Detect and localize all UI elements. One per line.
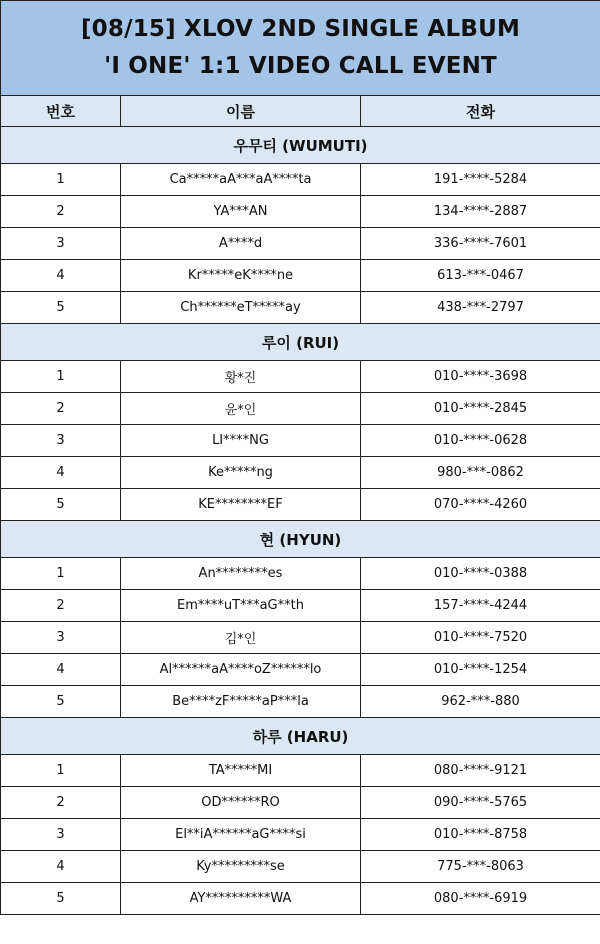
- group-name: 루이 (RUI): [1, 324, 600, 361]
- row-phone: 134-****-2887: [361, 196, 600, 228]
- row-phone: 157-****-4244: [361, 590, 600, 622]
- group-header-row: [1, 718, 600, 755]
- row-name: 김*인: [121, 622, 361, 654]
- table-row: [1, 654, 600, 686]
- row-phone: 191-****-5284: [361, 164, 600, 196]
- row-number: 4: [1, 260, 121, 292]
- row-number: 5: [1, 489, 121, 521]
- table-row: [1, 393, 600, 425]
- group-header-row: [1, 521, 600, 558]
- title-row: [1, 1, 600, 96]
- row-number: 3: [1, 622, 121, 654]
- row-name: Ky*********se: [121, 851, 361, 883]
- row-name: 황*진: [121, 361, 361, 393]
- row-name: TA*****MI: [121, 755, 361, 787]
- table-row: [1, 361, 600, 393]
- table-row: [1, 819, 600, 851]
- row-number: 5: [1, 292, 121, 324]
- row-number: 4: [1, 457, 121, 489]
- group-name: 하루 (HARU): [1, 718, 600, 755]
- row-number: 3: [1, 819, 121, 851]
- row-phone: 010-****-8758: [361, 819, 600, 851]
- row-number: 3: [1, 425, 121, 457]
- table-row: [1, 558, 600, 590]
- row-name: YA***AN: [121, 196, 361, 228]
- row-name: AY**********WA: [121, 883, 361, 915]
- row-number: 1: [1, 361, 121, 393]
- row-name: An********es: [121, 558, 361, 590]
- row-name: Ch******eT*****ay: [121, 292, 361, 324]
- row-name: Kr*****eK****ne: [121, 260, 361, 292]
- table-row: [1, 425, 600, 457]
- row-name: KE********EF: [121, 489, 361, 521]
- page-title: [1, 1, 600, 96]
- row-phone: 080-****-6919: [361, 883, 600, 915]
- row-phone: 010-****-1254: [361, 654, 600, 686]
- table-row: [1, 292, 600, 324]
- table-row: [1, 590, 600, 622]
- row-name: Be****zF*****aP***la: [121, 686, 361, 718]
- row-number: 4: [1, 851, 121, 883]
- row-number: 5: [1, 686, 121, 718]
- group-header-row: [1, 127, 600, 164]
- row-phone: 962-***-880: [361, 686, 600, 718]
- row-number: 4: [1, 654, 121, 686]
- table-row: [1, 686, 600, 718]
- row-number: 5: [1, 883, 121, 915]
- table-row: [1, 457, 600, 489]
- row-phone: 010-****-7520: [361, 622, 600, 654]
- column-header-number: 번호: [1, 96, 121, 127]
- table-row: [1, 787, 600, 819]
- row-phone: 613-***-0467: [361, 260, 600, 292]
- column-header-row: [1, 96, 600, 127]
- row-name: Em****uT***aG**th: [121, 590, 361, 622]
- row-name: 윤*인: [121, 393, 361, 425]
- table-row: [1, 851, 600, 883]
- row-phone: 090-****-5765: [361, 787, 600, 819]
- row-number: 2: [1, 590, 121, 622]
- row-name: OD******RO: [121, 787, 361, 819]
- row-number: 1: [1, 755, 121, 787]
- title-line-1: [08/15] XLOV 2ND SINGLE ALBUM: [80, 16, 521, 42]
- row-phone: 010-****-0628: [361, 425, 600, 457]
- row-phone: 775-***-8063: [361, 851, 600, 883]
- group-header-row: [1, 324, 600, 361]
- row-phone: 010-****-3698: [361, 361, 600, 393]
- row-phone: 010-****-0388: [361, 558, 600, 590]
- row-number: 2: [1, 787, 121, 819]
- row-number: 1: [1, 164, 121, 196]
- row-name: Al******aA****oZ******lo: [121, 654, 361, 686]
- column-header-name: 이름: [121, 96, 361, 127]
- row-number: 2: [1, 393, 121, 425]
- row-phone: 010-****-2845: [361, 393, 600, 425]
- group-name: 우무티 (WUMUTI): [1, 127, 600, 164]
- row-phone: 980-***-0862: [361, 457, 600, 489]
- table-row: [1, 489, 600, 521]
- table-row: [1, 164, 600, 196]
- row-name: Ke*****ng: [121, 457, 361, 489]
- table-row: [1, 622, 600, 654]
- row-name: El**iA******aG****si: [121, 819, 361, 851]
- row-phone: 336-****-7601: [361, 228, 600, 260]
- row-phone: 080-****-9121: [361, 755, 600, 787]
- title-line-2: 'I ONE' 1:1 VIDEO CALL EVENT: [104, 53, 497, 79]
- table-row: [1, 260, 600, 292]
- table-row: [1, 755, 600, 787]
- row-number: 3: [1, 228, 121, 260]
- row-name: Ca*****aA***aA****ta: [121, 164, 361, 196]
- column-header-phone: 전화: [361, 96, 600, 127]
- table-row: [1, 228, 600, 260]
- row-number: 2: [1, 196, 121, 228]
- group-name: 현 (HYUN): [1, 521, 600, 558]
- row-phone: 438-***-2797: [361, 292, 600, 324]
- row-phone: 070-****-4260: [361, 489, 600, 521]
- row-name: A****d: [121, 228, 361, 260]
- row-number: 1: [1, 558, 121, 590]
- table-row: [1, 883, 600, 915]
- table-row: [1, 196, 600, 228]
- row-name: LI****NG: [121, 425, 361, 457]
